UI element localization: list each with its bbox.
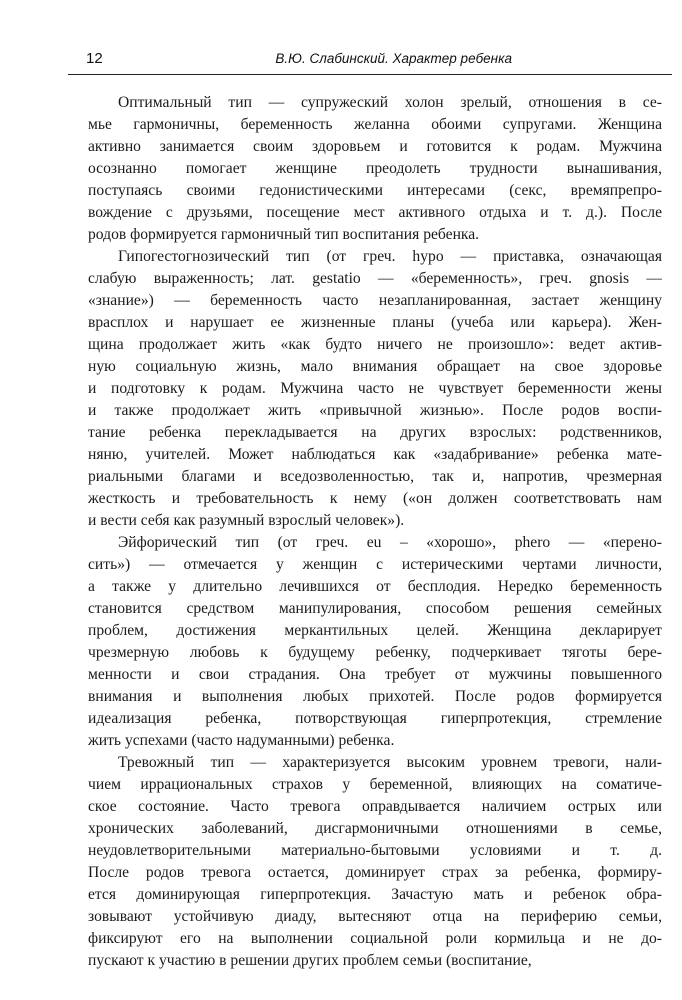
text-line: а также у длительно лечившихся от бесплодия. Нередко беременность	[88, 578, 662, 595]
running-title: В.Ю. Слабинский. Характер ребенка	[275, 51, 512, 66]
text-line: няню, учителей. Может наблюдаться как «задабривание» ребенка мате-	[88, 446, 662, 463]
text-line: мье гармоничны, беременность желанна обоими супругами. Женщина	[88, 116, 662, 133]
text-line: менности и свои страдания. Она требует от мужчины повышенного	[88, 666, 662, 683]
text-line: неудовлетворительными материально-бытовыми условиями и т. д.	[88, 842, 662, 859]
paragraph	[88, 246, 662, 532]
text-line: чием иррациональных страхов у беременной, влияющих на соматиче-	[88, 776, 662, 793]
paragraph	[88, 532, 662, 752]
text-line: активно занимается своим здоровьем и готовится к родам. Мужчина	[88, 138, 662, 155]
text-line: ское состояние. Часто тревога оправдывается наличием острых или	[88, 798, 662, 815]
text-line: зовывают устойчивую диаду, вытесняют отца на периферию семьи,	[88, 908, 662, 925]
text-line: хронических заболеваний, дисгармоничными отношениями в семье,	[88, 820, 662, 837]
text-line: проблем, достижения меркантильных целей. Женщина декларирует	[88, 622, 662, 639]
body-text	[88, 92, 662, 972]
text-line: внимания и выполнения любых прихотей. После родов формируется	[88, 688, 662, 705]
page-number: 12	[86, 50, 103, 67]
paragraph	[88, 752, 662, 972]
text-line: жесткость и требовательность к нему («он должен соответствовать нам	[88, 490, 662, 507]
text-line: риальными благами и вседозволенностью, так и, напротив, чрезмерная	[88, 468, 662, 485]
text-line: осознанно помогает женщине преодолеть трудности вынашивания,	[88, 160, 662, 177]
text-line: «знание») — беременность часто незапланированная, застает женщину	[88, 292, 662, 309]
text-line: жить успехами (часто надуманными) ребенка.	[88, 732, 395, 749]
text-line: слабую выраженность; лат. gestatio — «беременность», греч. gnosis —	[88, 270, 662, 287]
text-line: ется доминирующая гиперпротекция. Зачастую мать и ребенок обра-	[88, 886, 662, 903]
running-head	[68, 46, 672, 75]
text-line: идеализация ребенка, потворствующая гиперпротекция, стремление	[88, 710, 662, 727]
text-line: тание ребенка перекладывается на других взрослых: родственников,	[88, 424, 662, 441]
text-line: сить») — отмечается у женщин с истерическими чертами личности,	[88, 556, 662, 573]
text-line: пускают к участию в решении других проблем семьи (воспитание,	[88, 952, 532, 969]
text-line: Эйфорический тип (от греч. eu – «хорошо», phero — «перено-	[118, 534, 662, 551]
text-line: врасплох и нарушает ее жизненные планы (учеба или карьера). Жен-	[88, 314, 662, 331]
paragraph	[88, 92, 662, 246]
text-line: щина продолжает жить «как будто ничего не произошло»: ведет актив-	[88, 336, 662, 353]
text-line: Гипогестогнозический тип (от греч. hypo — приставка, означающая	[118, 248, 662, 265]
text-line: родов формируется гармоничный тип воспитания ребенка.	[88, 226, 480, 243]
text-line: чрезмерную любовь к будущему ребенку, подчеркивает тяготы бере-	[88, 644, 662, 661]
text-line: и подготовку к родам. Мужчина часто не чувствует беременности жены	[88, 380, 662, 397]
text-line: вождение с друзьями, посещение мест активного отдыха и т. д.). После	[88, 204, 662, 221]
text-line: поступаясь своими гедонистическими интересами (секс, времяпрепро-	[88, 182, 662, 199]
text-line: Тревожный тип — характеризуется высоким уровнем тревоги, нали-	[118, 754, 662, 771]
text-line: становится средством манипулирования, способом решения семейных	[88, 600, 662, 617]
text-line: и также продолжает жить «привычной жизнью». После родов воспи-	[88, 402, 662, 419]
text-line: ную социальную жизнь, мало внимания обращает на свое здоровье	[88, 358, 662, 375]
text-line: фиксируют его на выполнении социальной роли кормильца и не до-	[88, 930, 662, 947]
text-line: и вести себя как разумный взрослый человек»).	[88, 512, 405, 529]
text-line: После родов тревога остается, доминирует страх за ребенка, формиру-	[88, 864, 662, 881]
text-line: Оптимальный тип — супружеский холон зрелый, отношения в се-	[118, 94, 662, 111]
